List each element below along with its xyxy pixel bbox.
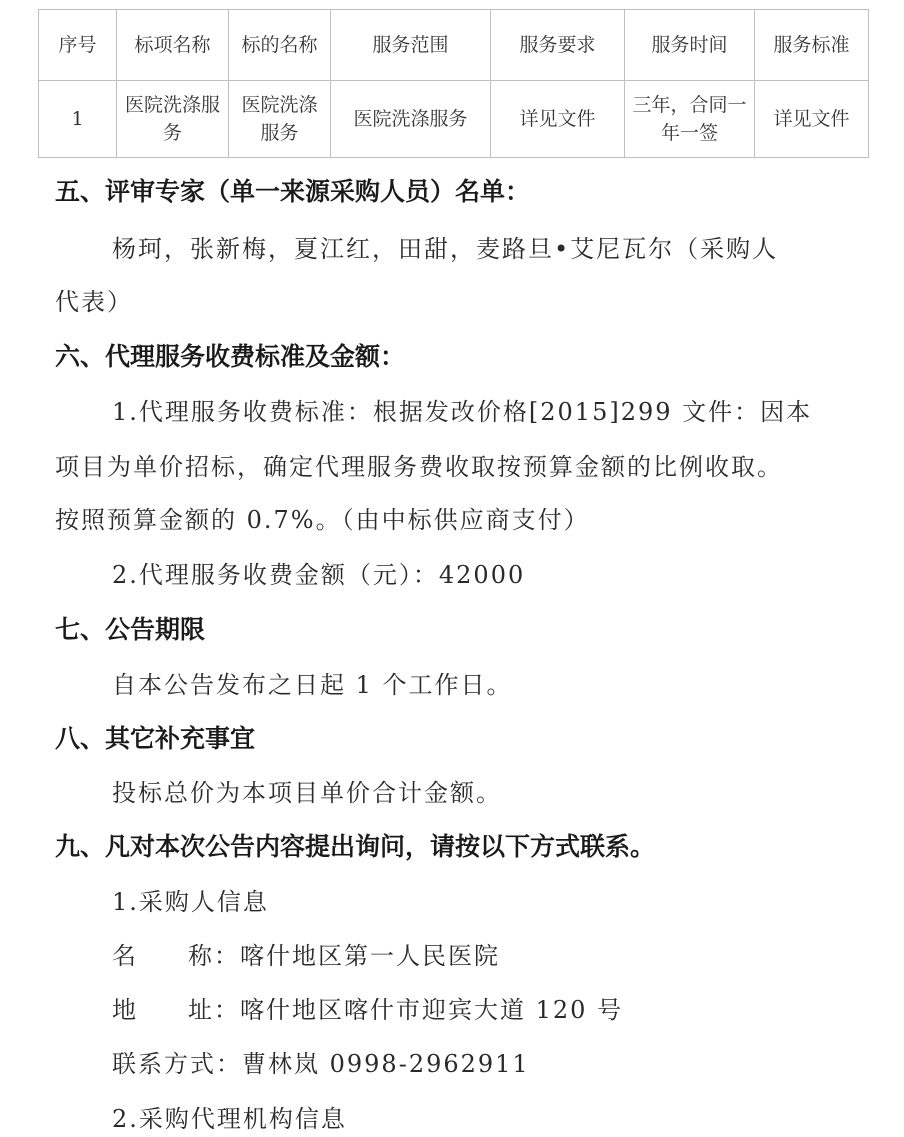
fee-standard-line: 1.代理服务收费标准：根据发改价格[2015]299 文件：因本 <box>112 398 813 426</box>
expert-list-line: 代表） <box>55 288 133 316</box>
table-header-cell: 标项名称 <box>117 10 229 81</box>
table-row <box>39 81 869 158</box>
table-header-cell: 标的名称 <box>229 10 331 81</box>
section-6-heading: 六、代理服务收费标准及金额： <box>55 342 406 371</box>
table-header-row <box>39 10 869 81</box>
fee-standard-line: 项目为单价招标，确定代理服务费收取按预算金额的比例收取。 <box>55 453 783 481</box>
section-7-heading: 七、公告期限 <box>55 615 206 644</box>
table-cell: 医院洗涤服务 <box>331 81 491 158</box>
purchaser-address-line <box>112 990 904 1025</box>
section-9-heading: 九、凡对本次公告内容提出询问，请按以下方式联系。 <box>55 832 656 861</box>
fee-standard-line: 按照预算金额的 0.7%。（由中标供应商支付） <box>55 506 590 534</box>
table-cell: 详见文件 <box>755 81 869 158</box>
section-8-heading: 八、其它补充事宜 <box>55 724 256 753</box>
address-label: 地 <box>112 996 138 1024</box>
purchaser-name-line <box>112 936 904 971</box>
section-5-heading: 五、评审专家（单一来源采购人员）名单： <box>55 177 531 206</box>
table-header-cell: 服务范围 <box>331 10 491 81</box>
table-header-cell: 服务时间 <box>625 10 755 81</box>
agency-info-heading: 2.采购代理机构信息 <box>112 1105 347 1133</box>
table-cell: 详见文件 <box>491 81 625 158</box>
purchaser-address: 喀什地区喀什市迎宾大道 120 号 <box>240 996 624 1024</box>
fee-amount-line: 2.代理服务收费金额（元）：42000 <box>112 561 526 589</box>
table-cell: 医院洗涤服务 <box>117 81 229 158</box>
notice-period-text: 自本公告发布之日起 1 个工作日。 <box>112 671 513 699</box>
table-header-cell: 服务标准 <box>755 10 869 81</box>
table-header-cell: 服务要求 <box>491 10 625 81</box>
purchaser-name: 喀什地区第一人民医院 <box>240 942 500 970</box>
purchaser-info-heading: 1.采购人信息 <box>112 888 269 916</box>
purchaser-contact: 曹林岚 0998-2962911 <box>242 1050 530 1078</box>
contact-label: 联系方式： <box>112 1050 242 1078</box>
expert-list-line: 杨珂，张新梅，夏江红，田甜，麦路旦•艾尼瓦尔（采购人 <box>112 235 779 263</box>
purchaser-contact-line <box>112 1044 904 1079</box>
name-label: 名 <box>112 942 138 970</box>
service-table <box>38 9 869 158</box>
table-cell: 1 <box>39 81 117 158</box>
table-header-cell: 序号 <box>39 10 117 81</box>
table-cell: 三年，合同一年一签 <box>625 81 755 158</box>
address-label: 址： <box>188 996 240 1024</box>
name-label: 称： <box>188 942 240 970</box>
supplementary-text: 投标总价为本项目单价合计金额。 <box>112 779 502 807</box>
table-cell: 医院洗涤服务 <box>229 81 331 158</box>
